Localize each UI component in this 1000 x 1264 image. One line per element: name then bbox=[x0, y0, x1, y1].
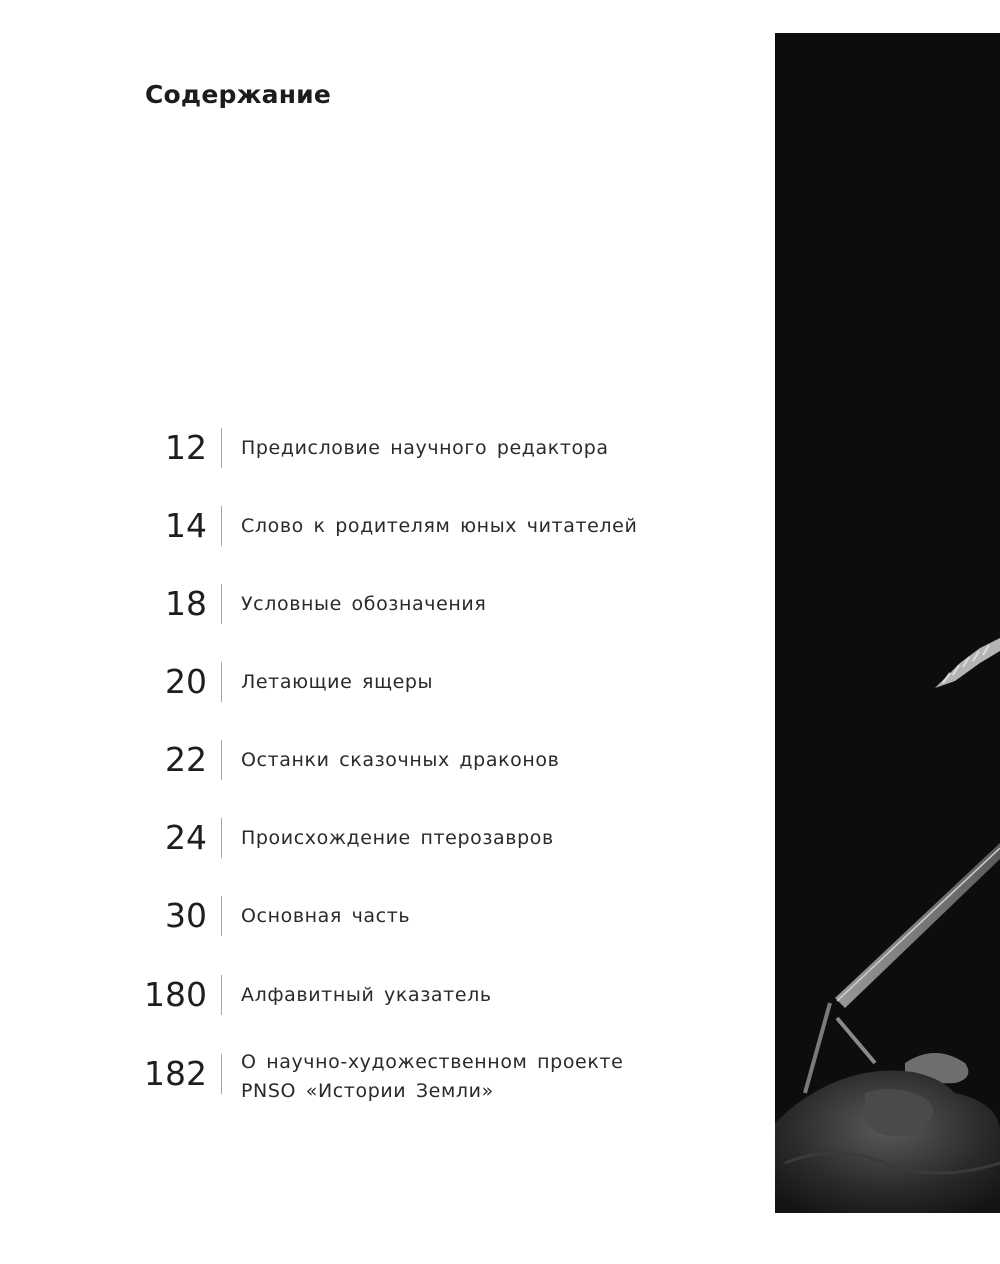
toc-divider bbox=[221, 1054, 222, 1094]
toc-page-number: 14 bbox=[165, 506, 207, 545]
toc-entry-title-line: PNSO «Истории Земли» bbox=[241, 1080, 494, 1102]
toc-entry-title-line: Основная часть bbox=[241, 905, 411, 927]
toc-divider bbox=[221, 740, 222, 780]
toc-divider bbox=[221, 662, 222, 702]
toc-page-number: 18 bbox=[165, 584, 207, 623]
toc-entry-title bbox=[241, 824, 671, 853]
toc-entry[interactable] bbox=[0, 662, 760, 722]
toc-entry-title bbox=[241, 668, 671, 697]
toc-entry-title bbox=[241, 902, 671, 931]
toc-entry-title-line: Условные обозначения bbox=[241, 593, 487, 615]
toc-entry-title bbox=[241, 590, 671, 619]
toc-divider bbox=[221, 818, 222, 858]
pterosaur-illustration bbox=[775, 33, 1000, 1213]
toc-entry[interactable] bbox=[0, 818, 760, 878]
pterosaur-photo bbox=[775, 33, 1000, 1213]
toc-entry[interactable] bbox=[0, 896, 760, 956]
toc-entry-title-line: О научно-художественном проекте bbox=[241, 1051, 624, 1073]
toc-entry[interactable] bbox=[0, 428, 760, 488]
toc-divider bbox=[221, 975, 222, 1015]
toc-page-number: 180 bbox=[144, 975, 207, 1014]
toc-entry-title-line: Предисловие научного редактора bbox=[241, 437, 609, 459]
toc-entry[interactable] bbox=[0, 1051, 760, 1124]
toc-entry-title bbox=[241, 981, 671, 1010]
toc-entry-title bbox=[241, 512, 671, 541]
toc-entry-title bbox=[241, 434, 671, 463]
toc-page-number: 182 bbox=[144, 1054, 207, 1093]
toc-page-number: 12 bbox=[165, 428, 207, 467]
toc-page-number: 30 bbox=[165, 896, 207, 935]
toc-divider bbox=[221, 506, 222, 546]
toc-entry[interactable] bbox=[0, 506, 760, 566]
toc-entry[interactable] bbox=[0, 975, 760, 1035]
toc-divider bbox=[221, 896, 222, 936]
page-title: Содержание bbox=[145, 80, 332, 109]
toc-page-number: 20 bbox=[165, 662, 207, 701]
toc-divider bbox=[221, 428, 222, 468]
toc-page-number: 24 bbox=[165, 818, 207, 857]
toc-page-number: 22 bbox=[165, 740, 207, 779]
toc-entry-title-line: Летающие ящеры bbox=[241, 671, 434, 693]
toc-entry-title bbox=[241, 746, 671, 775]
toc-entry[interactable] bbox=[0, 740, 760, 800]
toc-entry-title-line: Слово к родителям юных читателей bbox=[241, 515, 638, 537]
toc-divider bbox=[221, 584, 222, 624]
toc-entry-title-line: Происхождение птерозавров bbox=[241, 827, 554, 849]
toc-entry[interactable] bbox=[0, 584, 760, 644]
toc-entry-title bbox=[241, 1048, 671, 1106]
toc-entry-title-line: Алфавитный указатель bbox=[241, 984, 492, 1006]
photo-background bbox=[775, 33, 1000, 1213]
toc-entry-title-line: Останки сказочных драконов bbox=[241, 749, 560, 771]
